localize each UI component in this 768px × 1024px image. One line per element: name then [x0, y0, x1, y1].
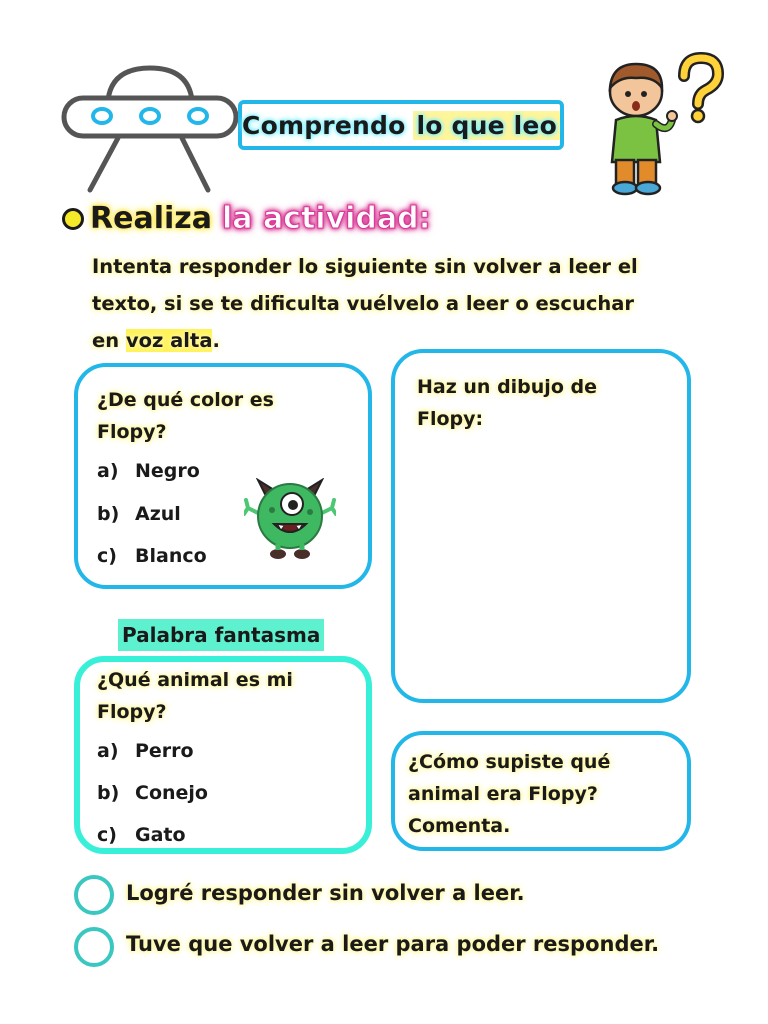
question-animal-line2: Flopy?: [97, 701, 167, 723]
comment-prompt-line2: animal era Flopy?: [408, 783, 598, 805]
question-color-line2: Flopy?: [97, 421, 167, 443]
option-animal-b[interactable]: [97, 782, 208, 804]
drawing-prompt-line1: Haz un dibujo de: [417, 376, 597, 398]
ufo-illustration: [60, 62, 240, 196]
activity-heading: [62, 201, 431, 236]
option-label: Conejo: [135, 782, 208, 804]
green-monster-illustration: [244, 478, 336, 562]
heading-bullet-icon: [62, 208, 84, 230]
title-part1: Comprendo: [242, 110, 406, 140]
intro-line-2: texto, si se te dificulta vuélvelo a leer o escuchar: [92, 292, 635, 315]
option-animal-a[interactable]: [97, 740, 194, 762]
ghost-word-label: Palabra fantasma: [118, 619, 324, 651]
drawing-prompt-line2: Flopy:: [417, 408, 484, 430]
question-animal-text: [97, 664, 293, 728]
intro-line-1: Intenta responder lo siguiente sin volver a leer el: [92, 255, 638, 278]
heading-word2: la actividad:: [221, 201, 431, 236]
option-letter: a): [97, 740, 119, 762]
intro-line-3-pre: en: [92, 329, 120, 352]
comment-prompt-line1: ¿Cómo supiste qué: [408, 751, 611, 773]
option-letter: b): [97, 503, 120, 525]
option-letter: b): [97, 782, 120, 804]
option-label: Negro: [135, 460, 200, 482]
intro-line-3-post: .: [212, 329, 220, 352]
self-check-2-radio[interactable]: [74, 927, 114, 967]
self-check-2-label: Tuve que volver a leer para poder responder.: [126, 932, 660, 956]
title-part2: lo que leo: [413, 111, 560, 140]
thinking-boy-illustration: [598, 50, 726, 200]
question-animal-line1: ¿Qué animal es mi: [97, 669, 293, 691]
option-animal-c[interactable]: [97, 824, 186, 846]
self-check-1-label: Logré responder sin volver a leer.: [126, 881, 525, 905]
drawing-prompt: [417, 371, 597, 435]
option-color-c[interactable]: [97, 545, 207, 567]
page-title: [238, 100, 564, 150]
intro-highlight: voz alta: [125, 329, 213, 352]
instructions-paragraph: [92, 248, 692, 359]
question-color-text: [97, 384, 274, 448]
option-color-a[interactable]: [97, 460, 200, 482]
option-letter: a): [97, 460, 119, 482]
question-color-line1: ¿De qué color es: [97, 389, 274, 411]
comment-prompt: [408, 746, 610, 842]
comment-prompt-line3: Comenta.: [408, 815, 511, 837]
option-letter: c): [97, 545, 117, 567]
option-label: Blanco: [135, 545, 207, 567]
option-label: Gato: [135, 824, 186, 846]
option-label: Azul: [135, 503, 181, 525]
heading-word1: Realiza: [90, 201, 212, 236]
self-check-1-radio[interactable]: [74, 875, 114, 915]
option-label: Perro: [135, 740, 194, 762]
option-letter: c): [97, 824, 117, 846]
option-color-b[interactable]: [97, 503, 181, 525]
